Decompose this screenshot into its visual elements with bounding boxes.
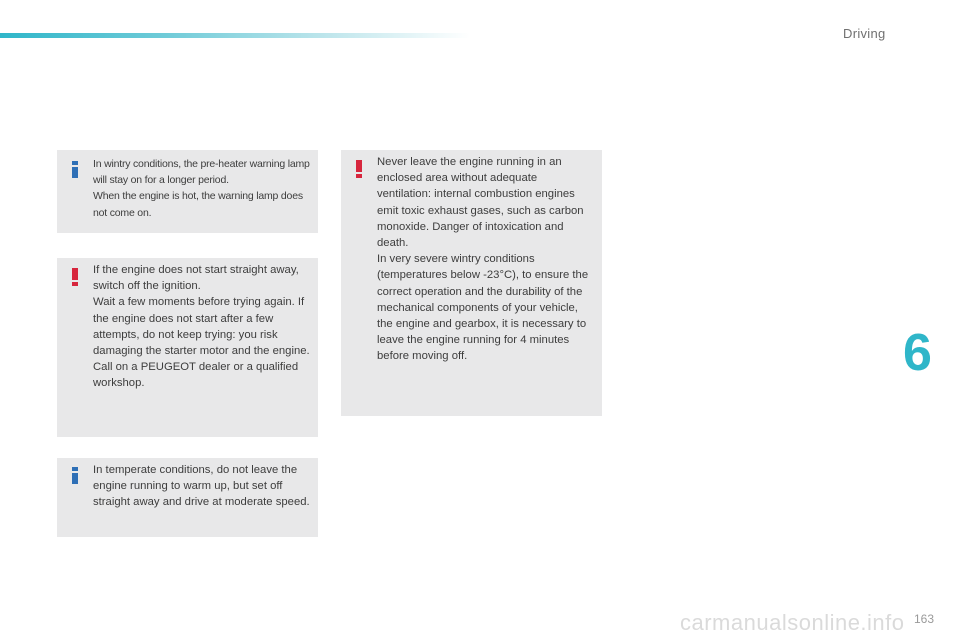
info-icon — [72, 467, 78, 483]
warning-note-enclosed-area — [341, 150, 602, 416]
note-text: In wintry conditions, the pre-heater warning lamp will stay on for a longer period. When the engine is hot, the warning lamp does not come on. — [93, 158, 310, 219]
note-text: Never leave the engine running in an enclosed area without adequate ventilation: internal combustion engines emit toxic exhaust gases, such as carbon monoxide. Danger of intoxication and death. In very severe wintry conditions (temperatures below -23°C), to ensure the correct operation and the durability of the mechanical components of your vehicle, the engine and gearbox, it is necessary to leave the engine running for 4 minutes before moving off. — [377, 156, 589, 363]
note-text: In temperate conditions, do not leave the engine running to warm up, but set off straight away and drive at moderate speed. — [93, 464, 310, 509]
warning-icon — [72, 268, 78, 286]
header-accent-bar — [0, 33, 470, 38]
warning-note-engine-no-start — [57, 258, 318, 437]
watermark: carmanualsonline.info — [680, 610, 905, 635]
page-number: 163 — [914, 612, 935, 626]
info-note-temperate — [57, 458, 318, 537]
chapter-number: 6 — [903, 324, 932, 382]
section-title: Driving — [843, 26, 886, 41]
info-note-preheater — [57, 150, 318, 233]
note-text: If the engine does not start straight away, switch off the ignition. Wait a few moments before trying again. If the engine does not start after a few attempts, do not keep trying: you risk damaging the starter motor and the engine. Call on a PEUGEOT dealer or a qualified workshop. — [93, 264, 310, 390]
info-icon — [72, 161, 78, 177]
warning-icon — [356, 160, 362, 178]
